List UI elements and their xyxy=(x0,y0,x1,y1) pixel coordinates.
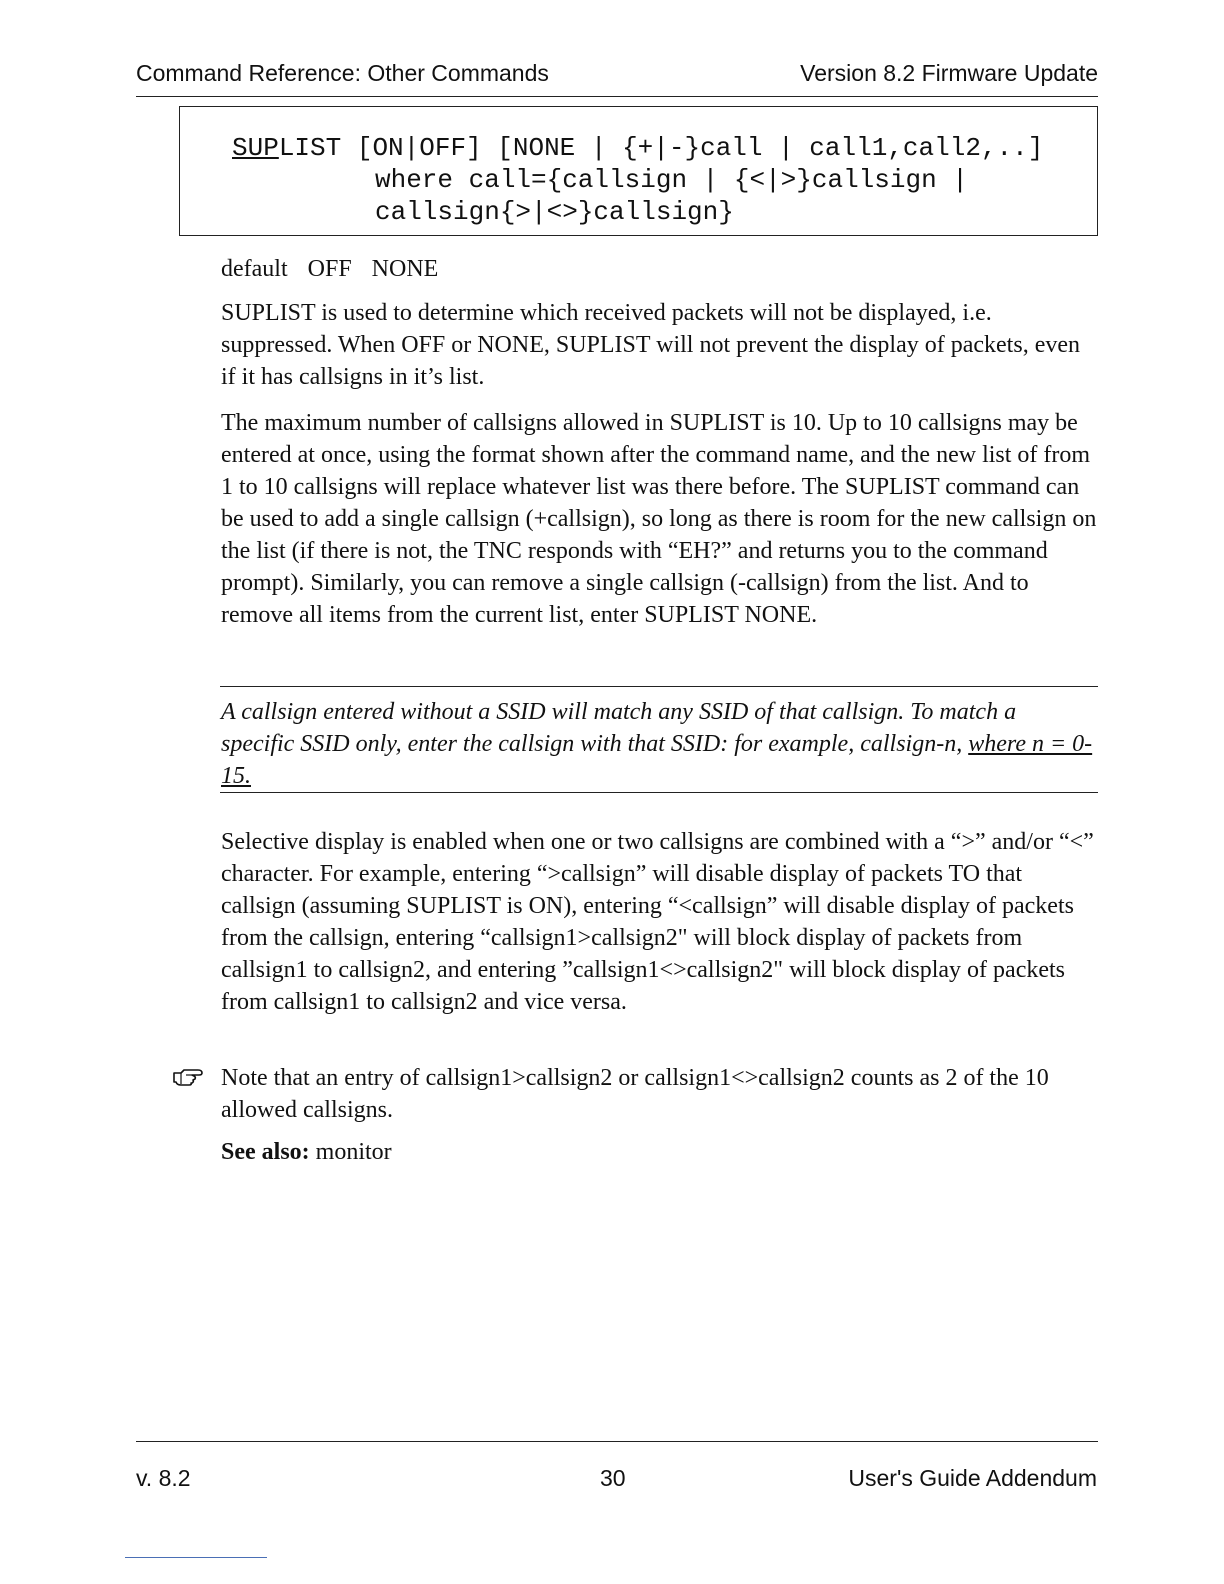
note-rule-top xyxy=(220,686,1098,687)
footer-version: v. 8.2 xyxy=(136,1465,191,1491)
syntax-line-1 xyxy=(232,133,1043,163)
page-number: 30 xyxy=(600,1465,626,1491)
header-version: Version 8.2 Firmware Update xyxy=(800,60,1098,86)
page-header xyxy=(136,60,1098,97)
paragraph-entry-note: Note that an entry of callsign1>callsign2 or callsign1<>callsign2 counts as 2 of the 10 allowed callsigns. xyxy=(221,1065,1049,1123)
pointing-hand-icon xyxy=(172,1064,206,1088)
paragraph-maximum: The maximum number of callsigns allowed in SUPLIST is 10. Up to 10 callsigns may be entered at once, using the format shown after the command name, and the new list of from 1 to 10 callsigns will replace whatever list was there before. The SUPLIST command can be used to add a single callsign (+callsign), so long as there is room for the new callsign on the list (if there is not, the TNC responds with “EH?” and returns you to the command prompt). Similarly, you can remove a single callsign (-callsign) from the list. And to remove all items from the current list, enter SUPLIST NONE. xyxy=(221,410,1097,628)
ssid-note-text: A callsign entered without a SSID will match any SSID of that callsign. To match a specific SSID only, enter the callsign with that SSID: for example, callsign-n, xyxy=(221,699,1017,757)
see-also xyxy=(221,1136,1097,1168)
header-section-title: Command Reference: Other Commands xyxy=(136,60,549,86)
default-value-1: OFF xyxy=(307,256,352,282)
command-abbrev: SUP xyxy=(232,133,279,163)
footer-document-title: User's Guide Addendum xyxy=(848,1465,1097,1491)
syntax-line-2: where call={callsign | {<|>}callsign | xyxy=(375,165,968,195)
syntax-line-3: callsign{>|<>}callsign} xyxy=(375,197,734,227)
default-value-2: NONE xyxy=(371,256,439,282)
command-syntax-box xyxy=(179,106,1098,236)
paragraph-description: SUPLIST is used to determine which received packets will not be displayed, i.e. suppressed. When OFF or NONE, SUPLIST will not prevent the display of packets, even if it has callsigns in it’s list. xyxy=(221,300,1080,390)
syntax-args: [ON|OFF] [NONE | {+|-}call | call1,call2,..] xyxy=(341,133,1044,163)
ssid-note xyxy=(221,696,1093,792)
note-rule-bottom xyxy=(220,792,1098,793)
footer-rule xyxy=(136,1441,1098,1442)
default-value xyxy=(221,253,1097,285)
default-label: default xyxy=(221,256,288,282)
ssid-note-range: where n = 0-15. xyxy=(221,731,1093,789)
command-rest: LIST xyxy=(278,133,342,163)
see-also-link: monitor xyxy=(315,1139,392,1165)
see-also-label: See also: xyxy=(221,1139,310,1165)
bottom-edge-mark xyxy=(125,1557,267,1558)
paragraph-selective-display: Selective display is enabled when one or two callsigns are combined with a “>” and/or “<” character. For example, entering “>callsign” will disable display of packets TO that callsign (assuming SUPLIST is ON), entering “<callsign” will disable display of packets from the callsign, entering “callsign1>callsign2" will block display of packets from callsign1 to callsign2, and entering ”callsign1<>callsign2" will block display of packets from callsign1 to callsign2 and vice versa. xyxy=(221,829,1094,1015)
